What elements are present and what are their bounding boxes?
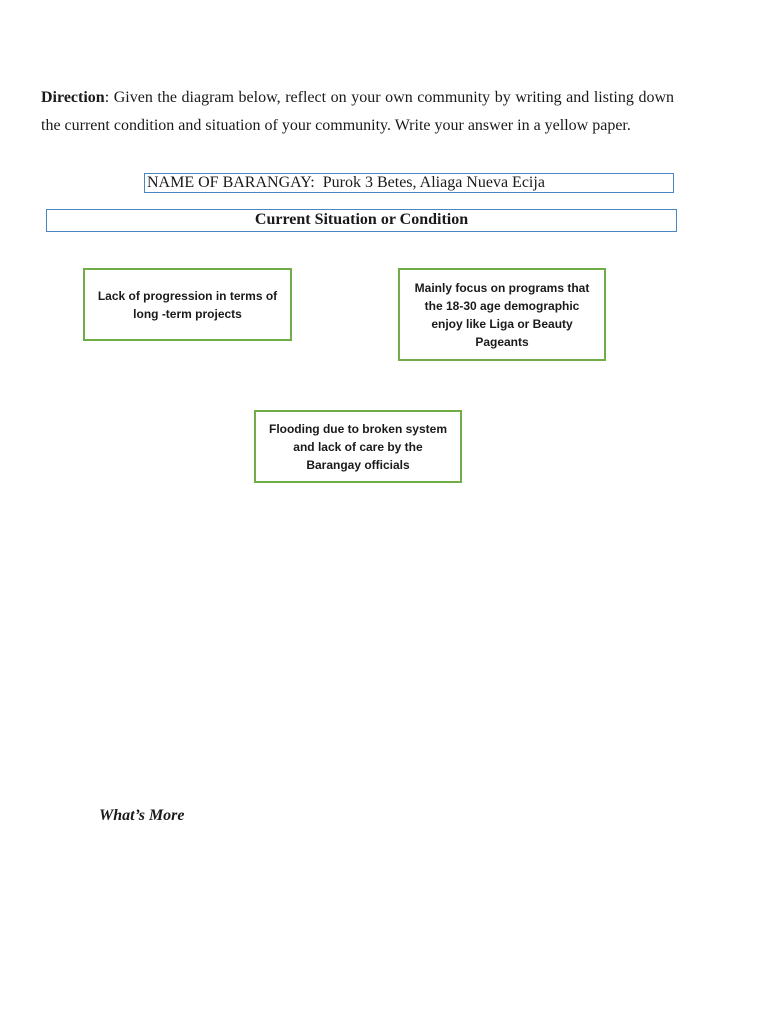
situation-header: Current Situation or Condition [46, 209, 677, 232]
condition-box: Lack of progression in terms of long -term projects [83, 268, 292, 341]
direction-label: Direction [41, 89, 105, 106]
condition-box: Mainly focus on programs that the 18-30 age demographic enjoy like Liga or Beauty Pageants [398, 268, 606, 361]
direction-paragraph [41, 84, 674, 140]
direction-text: : Given the diagram below, reflect on your own community by writing and listing down the current condition and situation of your community. Write your answer in a yellow paper. [41, 89, 674, 134]
barangay-label: NAME OF BARANGAY: [147, 174, 315, 191]
condition-box: Flooding due to broken system and lack of care by the Barangay officials [254, 410, 462, 483]
barangay-value: Purok 3 Betes, Aliaga Nueva Ecija [322, 174, 545, 191]
barangay-name-box [144, 173, 674, 193]
section-title-whats-more: What’s More [99, 807, 185, 824]
